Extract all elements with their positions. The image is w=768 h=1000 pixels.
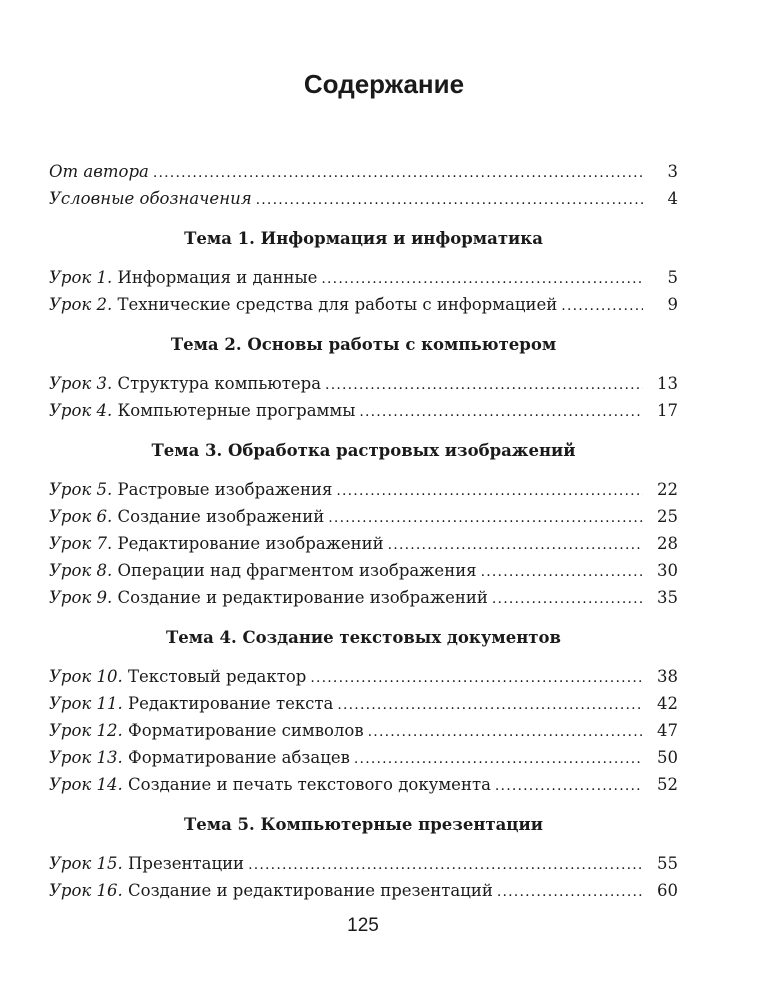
toc-entry-label — [49, 877, 493, 904]
toc-entry — [49, 584, 678, 611]
toc-entry-prefix: Урок 6. — [49, 507, 113, 526]
toc-entry — [49, 717, 678, 744]
toc-entry-prefix: Урок 11. — [49, 694, 123, 713]
toc-leader-dots — [256, 187, 643, 214]
toc-entry-text: Структура компьютера — [112, 374, 322, 393]
toc-entry-text: Редактирование текста — [122, 694, 334, 713]
toc-entry-prefix: Урок 12. — [49, 721, 123, 740]
toc-entry — [49, 557, 678, 584]
toc-entry — [49, 744, 678, 771]
toc-page-number: 42 — [657, 694, 678, 713]
toc-entry — [49, 264, 678, 291]
toc-entry — [49, 503, 678, 530]
toc-entry — [49, 158, 678, 185]
toc-entry-label — [49, 584, 488, 611]
toc-topic-heading: Тема 2. Основы работы с компьютером — [170, 335, 557, 354]
toc-entry-text: Технические средства для работы с информацией — [112, 295, 558, 314]
toc-page-number: 47 — [657, 721, 678, 740]
toc-leader-dots — [337, 692, 643, 719]
toc-leader-dots — [495, 773, 643, 800]
toc-entry-prefix: Урок 2. — [49, 295, 113, 314]
toc-entry-label — [49, 530, 384, 557]
toc-entry — [49, 690, 678, 717]
toc-entry-label — [49, 850, 244, 877]
toc-entry-text: Информация и данные — [112, 268, 318, 287]
toc-entry-prefix: Урок 16. — [49, 881, 123, 900]
toc-entry-label — [49, 663, 306, 690]
toc-entry — [49, 370, 678, 397]
toc-page-number: 55 — [657, 854, 678, 873]
page-title: Содержание — [303, 69, 465, 99]
toc-entry-label — [49, 690, 333, 717]
toc-page-number: 38 — [657, 667, 678, 686]
toc-page-number: 9 — [667, 295, 678, 314]
toc-entry-prefix: Урок 9. — [49, 588, 113, 607]
toc-entry-text: Создание и редактирование изображений — [112, 588, 488, 607]
toc-entry-prefix: Урок 13. — [49, 748, 123, 767]
toc-topic-heading: Тема 3. Обработка растровых изображений — [151, 441, 576, 460]
toc-entry — [49, 476, 678, 503]
toc-page-number: 28 — [657, 534, 678, 553]
toc-page-number: 25 — [657, 507, 678, 526]
toc-entry-label — [49, 370, 321, 397]
toc-leader-dots — [492, 586, 643, 613]
toc-topic-heading: Тема 4. Создание текстовых документов — [165, 628, 561, 647]
toc-entry-prefix: Урок 5. — [49, 480, 113, 499]
toc-leader-dots — [153, 160, 643, 187]
toc-leader-dots — [561, 293, 643, 320]
toc-leader-dots — [325, 372, 643, 399]
toc-entry — [49, 530, 678, 557]
table-of-contents — [49, 158, 678, 904]
toc-page-number: 35 — [657, 588, 678, 607]
toc-entry-prefix: Урок 14. — [49, 775, 123, 794]
toc-entry-text: Создание и редактирование презентаций — [122, 881, 493, 900]
toc-entry-prefix: Урок 1. — [49, 268, 113, 287]
toc-leader-dots — [359, 399, 643, 426]
toc-entry-label — [49, 158, 149, 185]
toc-leader-dots — [481, 559, 643, 586]
toc-entry-label — [49, 717, 364, 744]
toc-leader-dots — [497, 879, 643, 906]
toc-entry-label — [49, 397, 355, 424]
toc-page-number: 5 — [667, 268, 678, 287]
toc-page-number: 17 — [657, 401, 678, 420]
toc-page-number: 22 — [657, 480, 678, 499]
toc-entry-prefix: Условные обозначения — [49, 189, 252, 208]
toc-entry-text: Компьютерные программы — [112, 401, 356, 420]
toc-page-number: 60 — [657, 881, 678, 900]
toc-leader-dots — [354, 746, 643, 773]
toc-page-number: 50 — [657, 748, 678, 767]
toc-entry-label — [49, 291, 557, 318]
page-number: 125 — [347, 915, 379, 936]
toc-entry-prefix: Урок 4. — [49, 401, 113, 420]
toc-entry — [49, 663, 678, 690]
toc-entry — [49, 850, 678, 877]
toc-entry-label — [49, 771, 491, 798]
toc-leader-dots — [328, 505, 643, 532]
toc-entry-label — [49, 744, 350, 771]
toc-leader-dots — [310, 665, 643, 692]
toc-entry-text: Растровые изображения — [112, 480, 333, 499]
toc-entry-label — [49, 503, 324, 530]
toc-entry-prefix: Урок 7. — [49, 534, 113, 553]
toc-page-number: 4 — [667, 189, 678, 208]
toc-entry-prefix: Урок 3. — [49, 374, 113, 393]
toc-page-number: 30 — [657, 561, 678, 580]
toc-entry-text: Создание и печать текстового документа — [122, 775, 491, 794]
toc-entry — [49, 291, 678, 318]
toc-topic-heading: Тема 1. Информация и информатика — [184, 229, 543, 248]
toc-entry-prefix: Урок 15. — [49, 854, 123, 873]
toc-entry-prefix: Урок 8. — [49, 561, 113, 580]
toc-leader-dots — [336, 478, 643, 505]
toc-page-number: 52 — [657, 775, 678, 794]
toc-entry-label — [49, 557, 477, 584]
toc-entry — [49, 397, 678, 424]
toc-topic-heading: Тема 5. Компьютерные презентации — [184, 815, 543, 834]
toc-leader-dots — [321, 266, 643, 293]
toc-entry-text: Операции над фрагментом изображения — [112, 561, 477, 580]
toc-entry-text: Презентации — [122, 854, 245, 873]
toc-entry-text: Форматирование абзацев — [122, 748, 350, 767]
toc-page-number: 3 — [667, 162, 678, 181]
toc-entry-label — [49, 476, 332, 503]
toc-leader-dots — [368, 719, 643, 746]
toc-leader-dots — [248, 852, 643, 879]
toc-entry-text: Форматирование символов — [122, 721, 364, 740]
toc-entry — [49, 771, 678, 798]
toc-entry-text: Текстовый редактор — [122, 667, 307, 686]
toc-page-number: 13 — [657, 374, 678, 393]
toc-entry — [49, 185, 678, 212]
toc-entry-prefix: От автора — [49, 162, 149, 181]
toc-entry-text: Редактирование изображений — [112, 534, 384, 553]
toc-entry-label — [49, 264, 317, 291]
toc-entry-text: Создание изображений — [112, 507, 325, 526]
toc-entry-prefix: Урок 10. — [49, 667, 123, 686]
toc-entry — [49, 877, 678, 904]
toc-entry-label — [49, 185, 252, 212]
toc-leader-dots — [388, 532, 643, 559]
